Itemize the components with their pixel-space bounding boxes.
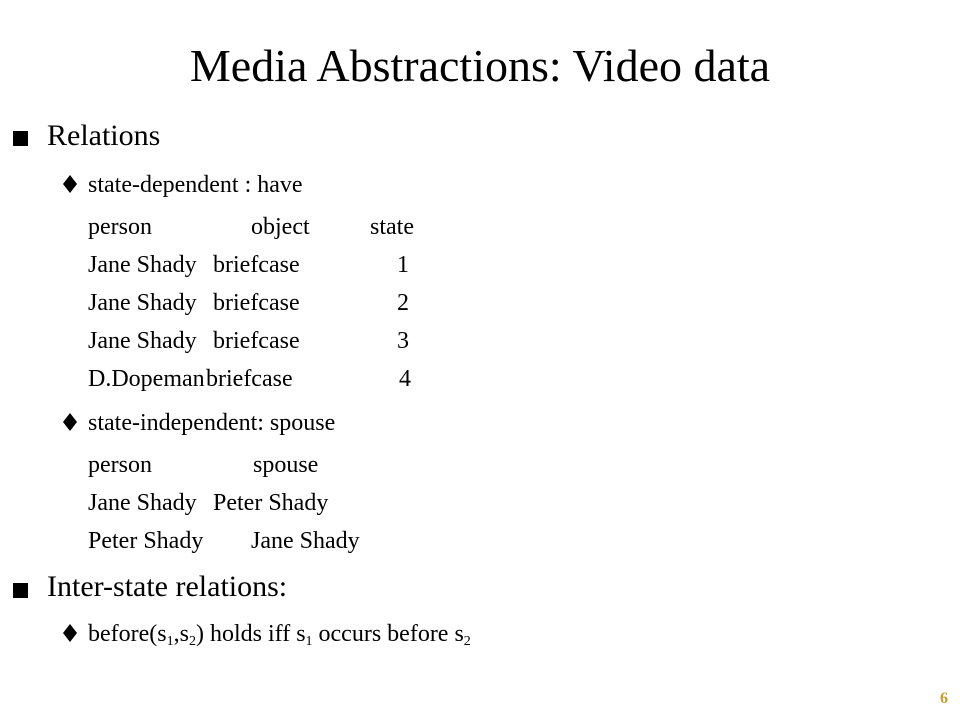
cell-person: Peter Shady	[88, 528, 204, 554]
cell-person: Jane Shady	[88, 252, 197, 278]
header-spouse: spouse	[253, 452, 319, 478]
table-row	[88, 527, 360, 555]
header-person: person	[88, 452, 152, 478]
state-dependent-label: state-dependent : have	[88, 172, 303, 198]
table-row	[88, 251, 409, 279]
cell-state: 2	[397, 290, 409, 316]
square-bullet-icon	[13, 583, 28, 598]
cell-person: Jane Shady	[88, 290, 197, 316]
cell-person: Jane Shady	[88, 490, 197, 516]
before-relation-text	[88, 620, 471, 648]
cell-person: D.Dopeman	[88, 366, 205, 392]
table-row	[88, 327, 409, 355]
cell-object: briefcase	[213, 328, 300, 354]
cell-person: Jane Shady	[88, 328, 197, 354]
before-text: before(s	[88, 621, 167, 647]
square-bullet-icon	[13, 131, 28, 146]
have-table-header	[88, 213, 414, 241]
table-row	[88, 289, 409, 317]
cell-state: 4	[399, 366, 411, 392]
cell-state: 1	[397, 252, 409, 278]
holds-text: ) holds iff s	[195, 621, 306, 647]
table-row	[88, 365, 411, 393]
comma-text: ,s	[173, 621, 189, 647]
occurs-text: occurs before s	[312, 621, 464, 647]
inter-state-heading: Inter-state relations:	[47, 570, 288, 603]
slide-title: Media Abstractions: Video data	[189, 40, 771, 91]
spouse-table-header	[88, 451, 318, 479]
diamond-bullet-icon	[63, 624, 77, 642]
cell-spouse: Peter Shady	[213, 490, 329, 516]
state-independent-label: state-independent: spouse	[88, 410, 336, 436]
cell-object: briefcase	[213, 290, 300, 316]
relations-heading: Relations	[47, 119, 161, 152]
page-number: 6	[940, 690, 948, 707]
diamond-bullet-icon	[63, 413, 77, 431]
cell-state: 3	[397, 328, 409, 354]
diamond-bullet-icon	[63, 175, 77, 193]
subscript: 2	[463, 634, 471, 649]
table-row	[88, 489, 328, 517]
cell-object: briefcase	[213, 252, 300, 278]
subscript: 1	[305, 634, 313, 649]
subscript: 1	[166, 634, 174, 649]
subscript: 2	[188, 634, 196, 649]
header-object: object	[251, 214, 310, 240]
header-person: person	[88, 214, 152, 240]
header-state: state	[370, 214, 414, 240]
cell-object: briefcase	[206, 366, 293, 392]
cell-spouse: Jane Shady	[251, 528, 360, 554]
